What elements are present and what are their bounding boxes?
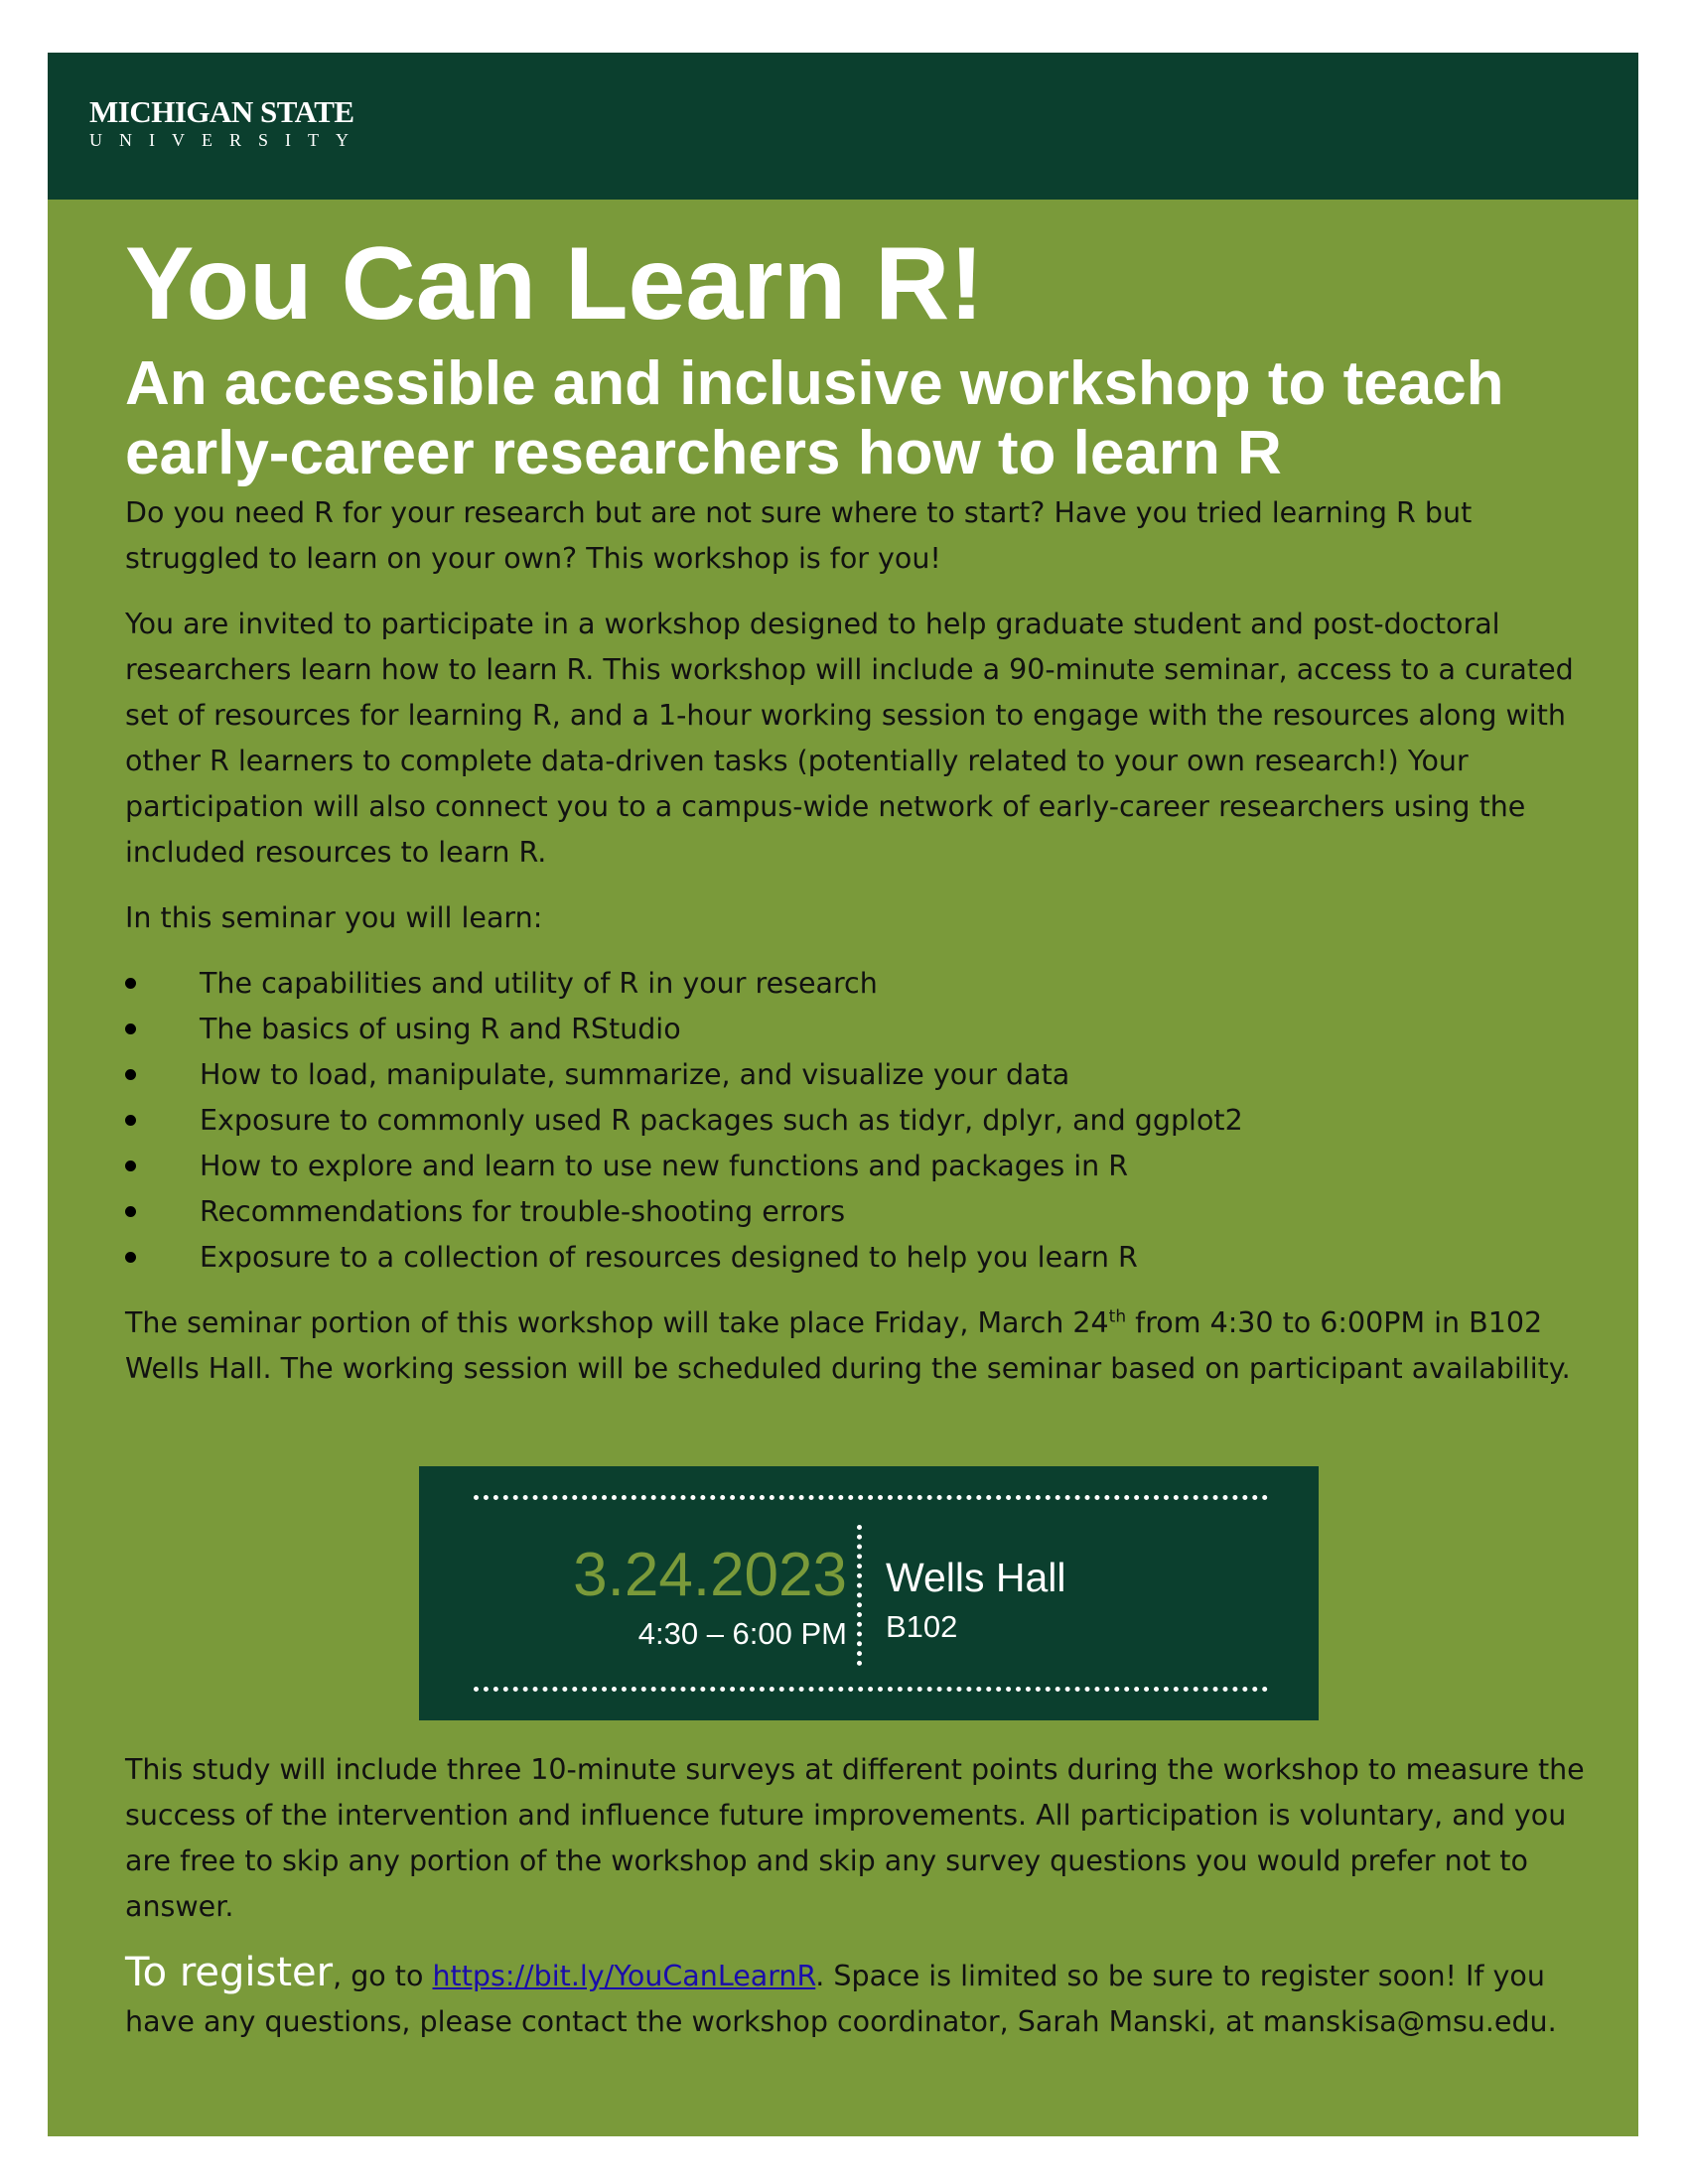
logo-line1: MICHIGAN STATE: [89, 94, 354, 129]
bullet-icon: [125, 1206, 136, 1217]
list-item: [125, 1052, 1605, 1098]
list-item-text: Exposure to commonly used R packages such as tidyr, dplyr, and ggplot2: [200, 1104, 1243, 1137]
bullet-icon: [125, 1160, 136, 1171]
register-paragraph: [125, 1950, 1605, 2045]
bullet-icon: [125, 1024, 136, 1034]
dotted-divider-top: [474, 1495, 1268, 1500]
study-paragraph: This study will include three 10-minute surveys at different points during the workshop to measure the success of the intervention and influence future improvements. All participation is voluntary, and you are free to skip any portion of the workshop and skip any survey questions you would prefer not to answer.: [125, 1753, 1585, 1923]
intro-paragraph: Do you need R for your research but are not sure where to start? Have you tried learning R but struggled to learn on your own? This workshop is for you!: [125, 496, 1473, 575]
schedule-text-1: The seminar portion of this workshop will take place Friday, March 24: [125, 1306, 1109, 1339]
event-time: 4:30 – 6:00 PM: [637, 1616, 847, 1651]
register-text-2: . Space is limited so be sure to register soon! If you have any questions, please contact the workshop coordinator, Sarah Manski, at manskisa@msu.edu.: [125, 1960, 1557, 2038]
schedule-paragraph: [125, 1300, 1605, 1392]
list-item: [125, 1007, 1605, 1052]
bullet-icon: [125, 1069, 136, 1080]
event-date: 3.24.2023: [573, 1541, 847, 1609]
list-item-text: How to explore and learn to use new functions and packages in R: [200, 1150, 1129, 1182]
lower-content: [125, 1747, 1605, 2045]
dotted-divider-bottom: [474, 1687, 1268, 1692]
page-title: You Can Learn R!: [125, 226, 984, 341]
list-item: [125, 1189, 1605, 1235]
header-bar: [48, 53, 1638, 200]
register-text-1: , go to: [333, 1960, 433, 1992]
list-item: [125, 1098, 1605, 1144]
main-content: [125, 224, 1605, 1392]
bullet-icon: [125, 1115, 136, 1126]
invite-paragraph: You are invited to participate in a workshop designed to help graduate student and post-doctoral researchers learn how to learn R. This workshop will include a 90-minute seminar, access to a curated set of resources for learning R, and a 1-hour working session to engage with the resources along with other R learners to complete data-driven tasks (potentially related to your own research!) Your participation will also connect you to a campus-wide network of early-career researchers using the included resources to learn R.: [125, 608, 1574, 869]
schedule-ordinal: th: [1108, 1306, 1127, 1327]
schedule-text-2: from 4:30 to 6:00PM in B102 Wells Hall. The working session will be scheduled during the seminar based on participant availability.: [125, 1306, 1571, 1385]
learn-list: [125, 961, 1605, 1281]
list-item-text: Recommendations for trouble-shooting errors: [200, 1195, 846, 1228]
bullet-icon: [125, 1252, 136, 1263]
list-item-text: The capabilities and utility of R in your research: [200, 967, 878, 1000]
register-lead: To register: [125, 1950, 334, 1995]
event-location: Wells Hall: [886, 1555, 1066, 1600]
event-details-box: [419, 1466, 1319, 1720]
event-room: B102: [886, 1609, 958, 1644]
msu-logo: [89, 96, 365, 151]
page-subtitle: An accessible and inclusive workshop to teach early-career researchers how to learn R: [125, 349, 1504, 487]
bullet-icon: [125, 978, 136, 989]
list-item: [125, 1144, 1605, 1189]
list-item: [125, 961, 1605, 1007]
list-item-text: How to load, manipulate, summarize, and visualize your data: [200, 1058, 1070, 1091]
logo-line2: UNIVERSITY: [89, 130, 365, 150]
list-item-text: Exposure to a collection of resources designed to help you learn R: [200, 1241, 1138, 1274]
register-link[interactable]: https://bit.ly/YouCanLearnR: [432, 1960, 816, 1992]
list-item: [125, 1235, 1605, 1281]
dotted-divider-vertical: [857, 1525, 862, 1666]
list-item-text: The basics of using R and RStudio: [200, 1013, 681, 1045]
learn-heading: In this seminar you will learn:: [125, 901, 543, 934]
